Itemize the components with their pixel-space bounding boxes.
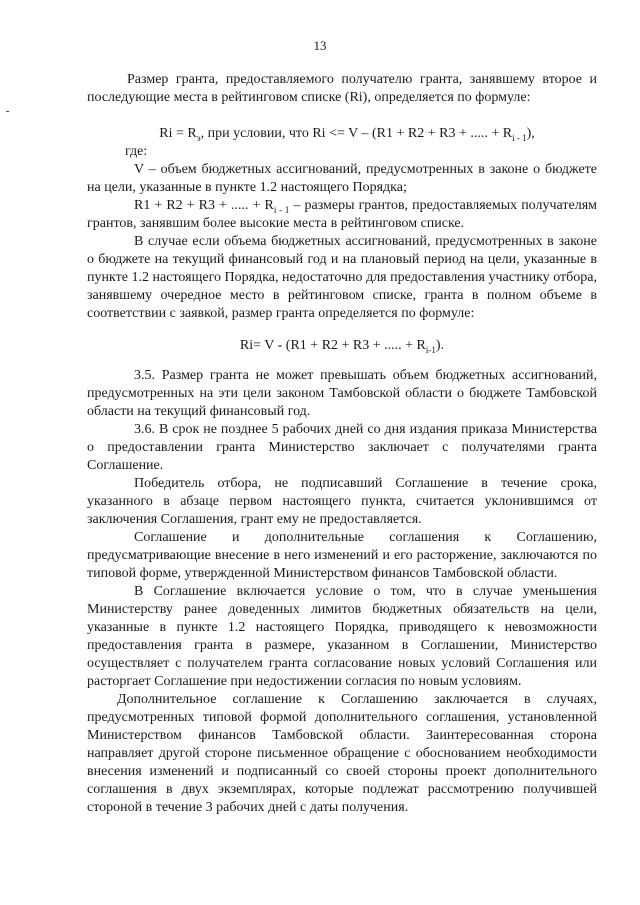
formula-subscript: i-1: [425, 344, 436, 355]
formula-subscript: э: [196, 132, 201, 143]
formula-part: , при условии, что Ri <= V – (R1 + R2 + R3 + ..... + R: [200, 126, 513, 141]
paragraph-v-definition: V – объем бюджетных ассигнований, предусмотренных в законе о бюджете на цели, указанные в пункте 1.2 настоящего Порядка;: [87, 162, 597, 195]
paragraph-winner: Победитель отбора, не подписавший Соглашение в течение срока, указанного в абзаце первом настоящего пункта, считается уклонившимся от заключения Соглашения, грант ему не предоставляется.: [87, 476, 597, 527]
paragraph-grant-size: Размер гранта, предоставляемого получателю гранта, занявшему второе и последующие места в рейтинговом списке (Ri), определяется по формуле:: [87, 72, 597, 105]
formula-part: ),: [526, 126, 535, 141]
paragraph-condition: В Соглашение включается условие о том, что в случае уменьшения Министерству ранее доведенных лимитов бюджетных обязательств на цели, указанные в пункте 1.2 настоящего Порядка, приводящего к невозможности предоставления гранта в размере, указанном в Соглашении, Министерство осуществляет с получателем гранта согласование новых условий Соглашения или расторгает Соглашение при недостижении согласия по новым условиям.: [87, 584, 597, 689]
paragraph-r-definition: [87, 197, 597, 233]
paragraph-insufficient-budget: В случае если объема бюджетных ассигнований, предусмотренных в законе о бюджете на текущий финансовый год и на плановый период на цели, указанные в пункте 1.2 настоящего Порядка, недостаточно для предоставления участнику отбора, занявшему очередное место в рейтинговом списке, гранта в полном объеме в соответствии с заявкой, размер гранта определяется по формуле:: [87, 234, 597, 321]
formula-part: Ri = R: [159, 126, 197, 141]
definition-subscript: i - 1: [273, 204, 290, 215]
definition-part: – размеры грантов, предоставляемых получателям грантов, занявшим более высокие места в рейтинговом списке.: [87, 198, 597, 231]
paragraph-agreements: Соглашение и дополнительные соглашения к Соглашению, предусматривающие внесение в него изменений и его расторжение, заключаются по типовой форме, утвержденной Министерством финансов Тамбовской области.: [87, 530, 597, 581]
paragraph-3-5: 3.5. Размер гранта не может превышать объем бюджетных ассигнований, предусмотренных на эти цели законом Тамбовской области о бюджете Тамбовской области на текущий финансовый год.: [87, 368, 597, 419]
formula-part: Ri= V - (R1 + R2 + R3 + ..... + R: [239, 338, 426, 353]
paragraph-3-6: 3.6. В срок не позднее 5 рабочих дней со дня издания приказа Министерства о предоставлении гранта Министерство заключает с получателями гранта Соглашение.: [87, 422, 597, 473]
formula-part: ).: [435, 338, 445, 353]
where-label: где:: [125, 144, 148, 159]
paragraph-additional-agreement: Дополнительное соглашение к Соглашению заключается в случаях, предусмотренных типовой формой дополнительного соглашения, установленной Министерством финансов Тамбовской области. Заинтересованная сторона направляет другой стороне письменное обращение с обоснованием необходимости внесения изменений и подписанный со своей стороны проект дополнительного соглашения в двух экземплярах, которые подлежат рассмотрению получившей стороной в течение 3 рабочих дней с даты получения.: [87, 692, 597, 815]
formula-subscript: i - 1: [512, 132, 527, 143]
formula-ri-condition: [87, 125, 597, 143]
page-number: 13: [313, 38, 327, 53]
scan-edge-mark: [6, 111, 9, 112]
document-body: [87, 71, 597, 817]
formula-ri-remaining: [87, 337, 597, 355]
definition-part: R1 + R2 + R3 + ..... + R: [134, 198, 274, 213]
